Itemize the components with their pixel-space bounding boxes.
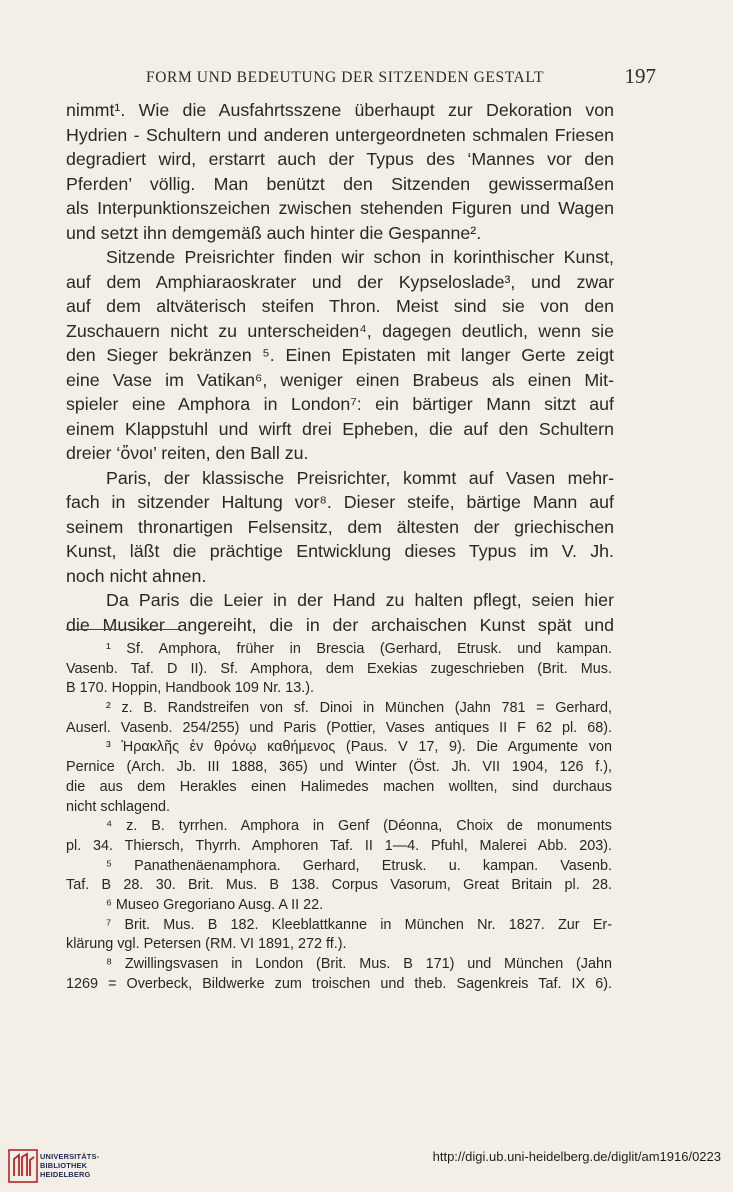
body-line: Paris, der klassische Preisrichter, kommt auf Vasen mehr- [106, 467, 614, 488]
footnote-line: Auserl. Vasenb. 254/255) und Paris (Pottier, Vases antiques II F 62 pl. 68). [66, 719, 612, 736]
body-line: auf dem altväterisch steifen Thron. Meist sind sie von den [66, 296, 614, 316]
body-line: Hydrien - Schultern und anderen untergeordneten schmalen Friesen [66, 124, 614, 145]
body-line: die Musiker angereiht, die in der archaischen Kunst spät und [66, 614, 614, 635]
footnote-line: ⁶ Museo Gregoriano Ausg. A II 22. [106, 896, 324, 913]
running-head [60, 64, 672, 90]
body-line: spieler eine Amphora in London⁷: ein bärtiger Mann sitzt auf [66, 394, 614, 414]
body-line: Kunst, läßt die prächtige Entwicklung dieses Typus im V. Jh. [66, 541, 614, 561]
source-url[interactable]: http://digi.ub.uni-heidelberg.de/diglit/am1916/0223 [432, 1149, 721, 1164]
body-line: Pferden’ völlig. Man benützt den Sitzenden gewissermaßen [66, 173, 614, 194]
library-seal-icon [8, 1149, 38, 1183]
footnote-line: nicht schlagend. [66, 798, 171, 815]
body-line: den Sieger bekränzen ⁵. Einen Epistaten mit langer Gerte zeigt [66, 345, 614, 365]
body-line: degradiert wird, erstarrt auch der Typus des ‘Mannes vor den [66, 149, 614, 169]
footnote-line: Taf. B 28. 30. Brit. Mus. B 138. Corpus Vasorum, Great Britain pl. 28. [66, 877, 612, 894]
footnote-line: ¹ Sf. Amphora, früher in Brescia (Gerhard, Etrusk. und kampan. [106, 641, 612, 657]
footnote-line: ⁷ Brit. Mus. B 182. Kleeblattkanne in München Nr. 1827. Zur Er- [106, 916, 612, 933]
body-line: Da Paris die Leier in der Hand zu halten pflegt, seien hier [106, 590, 614, 610]
footnote-line: 1269 = Overbeck, Bildwerke zum troischen und theb. Sagenkreis Taf. IX 6). [66, 975, 612, 992]
library-name [40, 1152, 99, 1179]
page-number: 197 [624, 64, 656, 88]
footnote-rule [66, 629, 181, 630]
footnote-line: Vasenb. Taf. D II). Sf. Amphora, dem Exekias zugeschrieben (Brit. Mus. [66, 660, 612, 677]
footnote-line: die aus dem Herakles einen Halimedes machen wollten, sind durchaus [66, 778, 612, 795]
body-line: seinem thronartigen Felsensitz, dem ältesten der griechischen [66, 516, 614, 537]
footnote-line: klärung vgl. Petersen (RM. VI 1891, 272 ff.). [66, 936, 347, 953]
footnote-line: ² z. B. Randstreifen von sf. Dinoi in München (Jahn 781 = Gerhard, [106, 700, 612, 717]
footnote-line: ³ Ἡρακλῆς ἐν θρόνῳ καθήμενος (Paus. V 17, 9). Die Argumente von [106, 739, 612, 756]
footnote-line: ⁸ Zwillingsvasen in London (Brit. Mus. B 171) und München (Jahn [106, 956, 612, 972]
footnote-line: ⁴ z. B. tyrrhen. Amphora in Genf (Déonna, Choix de monuments [106, 818, 612, 835]
body-line: Zuschauern nicht zu unterscheiden⁴, dagegen deutlich, wenn sie [66, 320, 614, 341]
footnote-line: B 170. Hoppin, Handbook 109 Nr. 13.). [66, 680, 314, 697]
body-line: auf dem Amphiaraoskrater und der Kypseloslade³, und zwar [66, 271, 614, 292]
footnote-line: ⁵ Panathenäenamphora. Gerhard, Etrusk. u. kampan. Vasenb. [106, 857, 612, 874]
body-line: noch nicht ahnen. [66, 565, 207, 586]
body-line: eine Vase im Vatikan⁶, weniger einen Brabeus als einen Mit- [66, 369, 614, 390]
library-logo[interactable] [8, 1147, 148, 1187]
library-name-line: UNIVERSITÄTS- [40, 1152, 100, 1161]
body-line: dreier ‘ὄνοι’ reiten, den Ball zu. [66, 443, 309, 463]
body-line: als Interpunktionszeichen zwischen stehenden Figuren und Wagen [66, 198, 614, 218]
body-line: fach in sitzender Haltung vor⁸. Dieser steife, bärtige Mann auf [66, 492, 614, 512]
body-line: einem Klappstuhl und wirft drei Epheben, die auf den Schultern [66, 418, 614, 439]
footnote-line: pl. 34. Thiersch, Thyrrh. Amphoren Taf. II 1—4. Pfuhl, Malerei Abb. 203). [66, 837, 612, 854]
footnote-line: Pernice (Arch. Jb. III 1888, 365) und Winter (Öst. Jh. VII 1904, 126 f.), [66, 759, 612, 776]
body-text [66, 98, 614, 637]
running-title: FORM UND BEDEUTUNG DER SITZENDEN GESTALT [146, 69, 545, 86]
body-line: Sitzende Preisrichter finden wir schon in korinthischer Kunst, [106, 247, 614, 267]
footnotes [66, 640, 612, 994]
library-name-line: HEIDELBERG [40, 1170, 91, 1179]
body-line: und setzt ihn demgemäß auch hinter die Gespanne². [66, 222, 482, 243]
body-line: nimmt¹. Wie die Ausfahrtsszene überhaupt zur Dekoration von [66, 100, 614, 120]
library-name-line: BIBLIOTHEK [40, 1161, 88, 1170]
